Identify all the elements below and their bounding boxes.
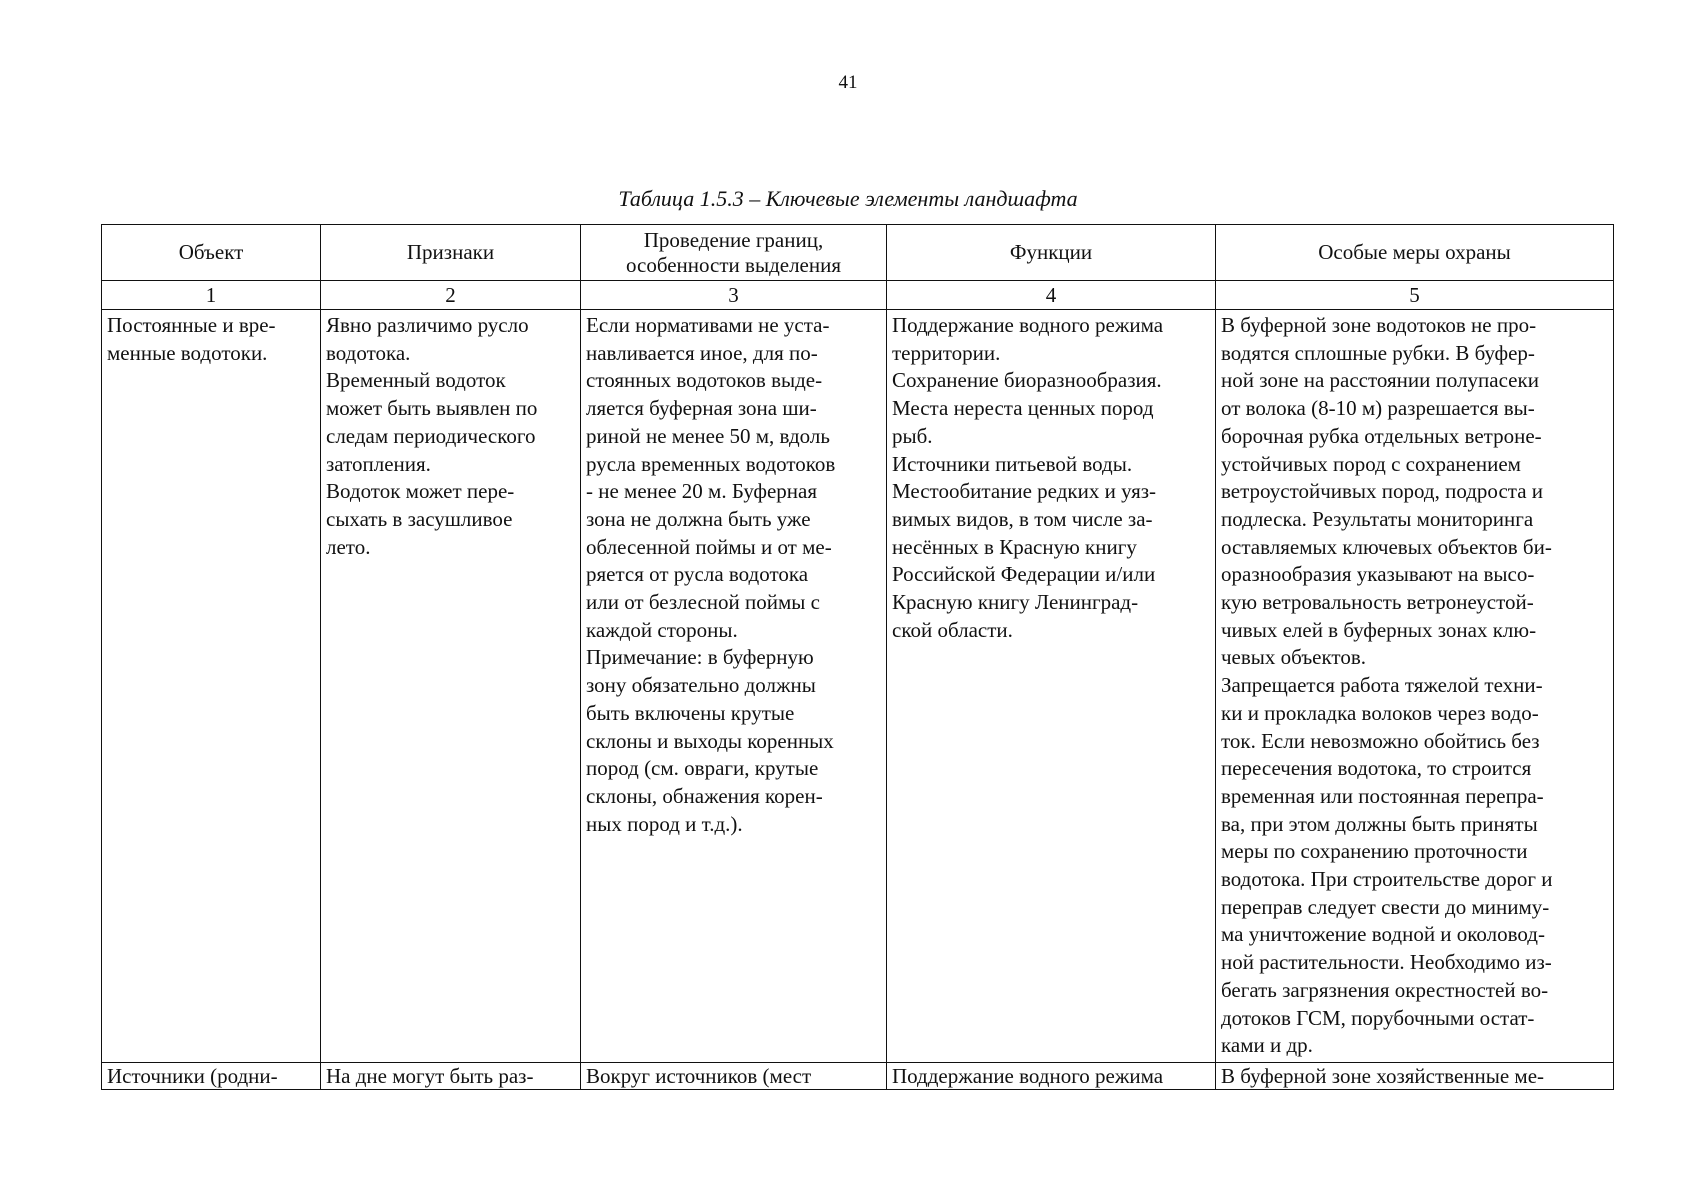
column-number-row [102,281,1614,310]
cell-text: Если нормативами не уста- навливается иное, для по- стоянных водотоков выде- ляется буферная зона ши- риной не менее 50 м, вдоль русла временных водотоков - не менее 20 м. Буферная зона не должна быть уже облесенной поймы и от ме- ряется от русла водотока или от безлесной поймы с каждой стороны. Примечание: в буферную зону обязательно должны быть включены крутые склоны и выходы коренных пород (см. овраги, крутые склоны, обнажения корен- ных пород и т.д.). [586,313,836,836]
cell-text: В буферной зоне водотоков не про- водятся сплошные рубки. В буфер- ной зоне на расстоянии полупасеки от волока (8-10 м) разрешается вы- борочная рубка отдельных ветроне- устойчивых пород с сохранением ветроустойчивых пород, подроста и подлеска. Результаты мониторинга оставляемых ключевых объектов би- оразнообразия указывают на высо- кую ветровальность ветронеустой- чивых елей в буферных зонах клю- чевых объектов. Запрещается работа тяжелой техни- ки и прокладка волоков через водо- ток. Если невозможно обойтись без пересечения водотока, то строится временная или постоянная перепра- ва, при этом должны быть приняты меры по сохранению проточности водотока. При строительстве дорог и переправ следует свести до миниму- ма уничтожение водной и околовод- ной растительности. Необходимо из- бегать загрязнения окрестностей во- дотоков ГСМ, порубочными остат- ками и др. [1221,313,1553,1058]
cell-object [102,310,321,1063]
cell-protection: В буферной зоне хозяйственные ме- [1216,1063,1614,1090]
header-boundaries: Проведение границ, особенности выделения [581,225,887,281]
header-signs: Признаки [321,225,581,281]
cell-signs [321,310,581,1063]
cell-boundaries: Вокруг источников (мест [581,1063,887,1090]
cell-boundaries [581,310,887,1063]
cell-protection [1216,310,1614,1063]
table-caption: Таблица 1.5.3 – Ключевые элементы ландшафта [618,186,1078,211]
header-functions: Функции [887,225,1216,281]
cell-object: Источники (родни- [102,1063,321,1090]
column-number: 2 [321,281,581,310]
cell-text: Постоянные и вре- менные водотоки. [107,313,276,365]
cell-text: Поддержание водного режима территории. Сохранение биоразнообразия. Места нереста ценных пород рыб. Источники питьевой воды. Местообитание редких и уяз- вимых видов, в том числе за- несённых в Красную книгу Российской Федерации и/или Красную книгу Ленинград- ской области. [892,313,1164,642]
landscape-elements-table [101,224,1614,1090]
cell-functions: Поддержание водного режима [887,1063,1216,1090]
page-number: 41 [838,72,858,93]
column-number: 3 [581,281,887,310]
header-protection: Особые меры охраны [1216,225,1614,281]
table-row [102,1063,1614,1090]
column-number: 4 [887,281,1216,310]
column-number: 1 [102,281,321,310]
header-row [102,225,1614,281]
header-object: Объект [102,225,321,281]
cell-functions [887,310,1216,1063]
column-number: 5 [1216,281,1614,310]
cell-text: Явно различимо русло водотока. Временный водоток может быть выявлен по следам периодического затопления. Водоток может пере- сыхать в засушливое лето. [326,313,538,559]
table-row [102,310,1614,1063]
cell-signs: На дне могут быть раз- [321,1063,581,1090]
